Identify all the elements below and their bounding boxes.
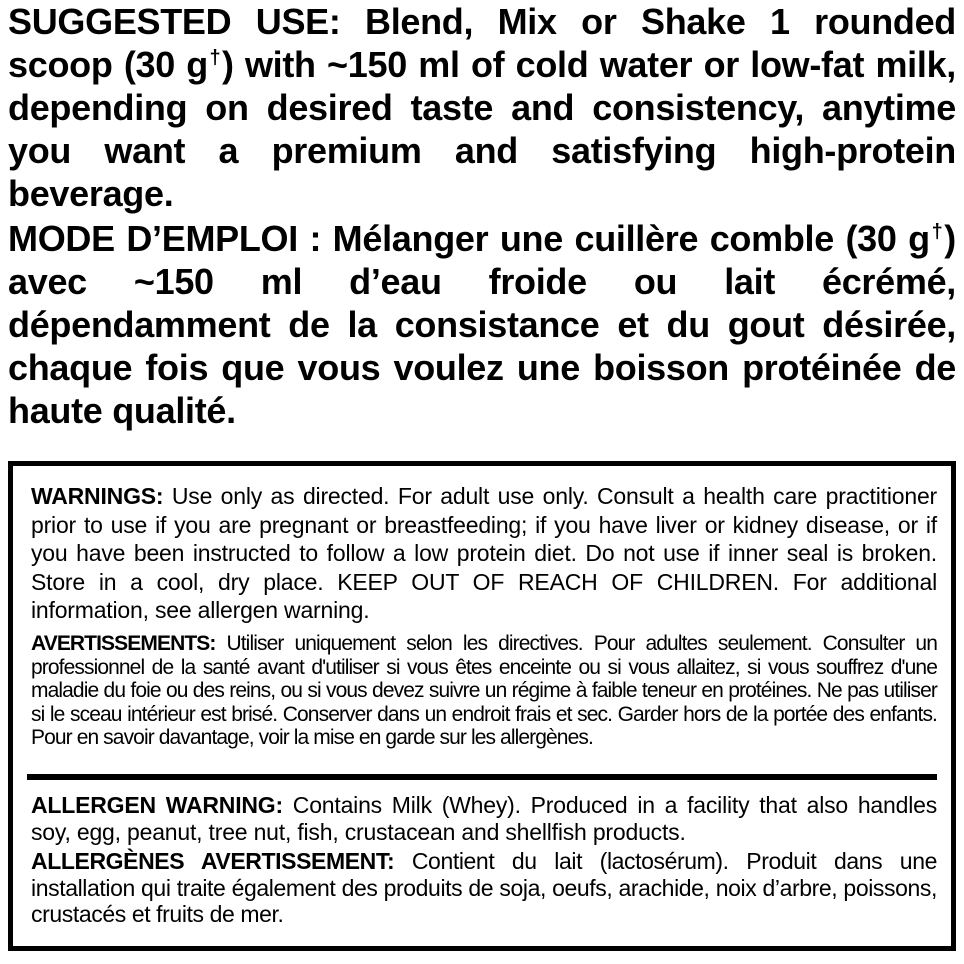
warnings-text: Use only as directed. For adult use only. Consult a health care practitioner prior to use if you are pregnant or breastfeeding; if you have liver or kidney disease, or if you have been instructed to follow a low protein diet. Do not use if inner seal is broken. Store in a cool, dry place. KEEP OUT OF REACH OF CHILDREN. For additional information, see allergen warning. <box>31 483 937 623</box>
mode-emploi-text-part2: ) avec ~150 ml d’eau froide ou lait écrémé, dépendamment de la consistance et du gout désirée, chaque fois que vous voulez une boisson protéinée de haute qualité. <box>8 218 956 431</box>
avertissements-text: Utiliser uniquement selon les directives. Pour adultes seulement. Consulter un professionnel de la santé avant d'utiliser si vous êtes enceinte ou si vous allaitez, si vous souffrez d'une maladie du foie ou des reins, ou si vous devez suivre un régime à faible teneur en protéines. Ne pas utiliser si le sceau intérieur est brisé. Conserver dans un endroit frais et sec. Garder hors de la portée des enfants. Pour en savoir davantage, voir la mise en garde sur les allergènes. <box>31 632 937 749</box>
dagger-mark: † <box>929 221 945 243</box>
dagger-mark: † <box>207 47 222 69</box>
warnings-label: WARNINGS: <box>31 483 164 509</box>
suggested-use-section <box>8 0 956 432</box>
allergen-warning-label: ALLERGEN WARNING: <box>31 792 283 818</box>
allergenes-avertissement-text: Contient du lait (lactosérum). Produit dans une installation qui traite également des produits de soja, oeufs, arachide, noix d’arbre, poissons, crustacés et fruits de mer. <box>31 848 937 927</box>
allergen-warning-en <box>31 792 937 845</box>
avertissements-label: AVERTISSEMENTS: <box>31 632 216 655</box>
mode-emploi-text-part1: Mélanger une cuillère comble (30 g <box>321 218 930 259</box>
allergen-warning-text: Contains Milk (Whey). Produced in a facility that also handles soy, egg, peanut, tree nut, fish, crustacean and shellfish products. <box>31 792 937 845</box>
suggested-use-label: SUGGESTED USE: <box>8 1 341 42</box>
section-divider <box>27 774 937 780</box>
mode-emploi-fr <box>8 217 956 432</box>
warnings-en <box>31 482 937 625</box>
suggested-use-en <box>8 0 956 215</box>
allergenes-avertissement-label: ALLERGÈNES AVERTISSEMENT: <box>31 848 395 874</box>
mode-emploi-label: MODE D’EMPLOI : <box>8 218 322 259</box>
allergenes-avertissement-fr <box>31 848 937 928</box>
suggested-use-text-part1: Blend, Mix or Shake 1 rounded scoop (30 g <box>8 1 956 85</box>
suggested-use-text-part2: ) with ~150 ml of cold water or low-fat milk, depending on desired taste and consistency, anytime you want a premium and satisfying high-protein beverage. <box>8 44 956 214</box>
avertissements-fr <box>31 632 937 750</box>
warnings-box <box>8 461 956 951</box>
